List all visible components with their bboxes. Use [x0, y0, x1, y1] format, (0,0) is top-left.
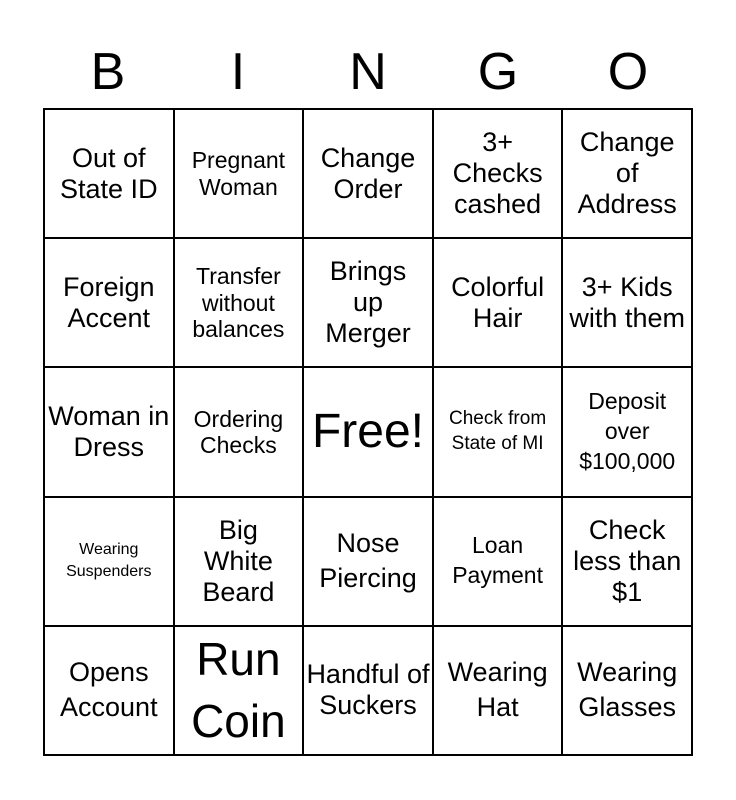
cell-label: Transfer without balances — [192, 263, 285, 342]
cell-label: Nose Piercing — [319, 528, 417, 594]
cell-label: Wearing Hat — [447, 657, 548, 723]
bingo-cell[interactable] — [434, 239, 564, 368]
cell-label: Check less than $1 — [573, 514, 682, 607]
bingo-cell[interactable] — [434, 368, 564, 497]
bingo-cell[interactable] — [563, 368, 693, 497]
bingo-cell[interactable] — [304, 110, 434, 239]
cell-label: Loan Payment — [452, 532, 543, 589]
bingo-cell[interactable] — [304, 239, 434, 368]
cell-label: Handful of Suckers — [306, 659, 430, 721]
bingo-cell[interactable] — [175, 498, 305, 627]
bingo-cell[interactable] — [434, 627, 564, 756]
header-letter-o: O — [607, 43, 649, 101]
cell-label: Brings up Merger — [325, 256, 411, 349]
cell-label: Woman in Dress — [48, 400, 170, 462]
cell-label: Wearing Glasses — [577, 657, 678, 723]
bingo-cell[interactable] — [304, 627, 434, 756]
bingo-board — [43, 108, 693, 756]
cell-label: Change Order — [320, 142, 416, 204]
header-letter-g: G — [477, 43, 519, 101]
cell-label: Change of Address — [577, 127, 677, 220]
cell-label: 3+ Checks cashed — [452, 127, 543, 220]
bingo-cell[interactable] — [45, 627, 175, 756]
bingo-cell[interactable] — [45, 239, 175, 368]
bingo-cell[interactable] — [45, 110, 175, 239]
free-space[interactable] — [304, 368, 434, 497]
cell-label: 3+ Kids with them — [569, 271, 685, 333]
bingo-cell[interactable] — [175, 368, 305, 497]
bingo-cell[interactable] — [563, 239, 693, 368]
cell-label: Out of State ID — [60, 142, 158, 204]
bingo-cell[interactable] — [434, 498, 564, 627]
cell-label: Check from State of MI — [449, 408, 547, 454]
bingo-header — [43, 40, 693, 104]
cell-label: Ordering Checks — [193, 405, 284, 458]
cell-label: Opens Account — [60, 657, 158, 723]
cell-label: Deposit over $100,000 — [579, 388, 676, 474]
bingo-cell[interactable] — [45, 368, 175, 497]
bingo-cell[interactable] — [563, 498, 693, 627]
cell-label: Colorful Hair — [451, 271, 545, 333]
header-letter-b: B — [90, 43, 126, 101]
bingo-cell[interactable] — [434, 110, 564, 239]
cell-label: Big White Beard — [202, 514, 275, 607]
bingo-cell[interactable] — [45, 498, 175, 627]
bingo-cell[interactable] — [304, 498, 434, 627]
bingo-cell[interactable] — [563, 627, 693, 756]
bingo-cell[interactable] — [175, 239, 305, 368]
free-space-label: Free! — [311, 405, 424, 459]
bingo-cell[interactable] — [175, 110, 305, 239]
cell-label: Wearing Suspenders — [66, 540, 152, 581]
bingo-cell[interactable] — [563, 110, 693, 239]
header-letter-n: N — [349, 43, 387, 101]
cell-label: Pregnant Woman — [191, 147, 286, 200]
cell-label: Foreign Accent — [63, 271, 155, 333]
cell-label: Run Coin — [191, 633, 286, 748]
header-letter-i: I — [230, 43, 246, 101]
bingo-cell[interactable] — [175, 627, 305, 756]
